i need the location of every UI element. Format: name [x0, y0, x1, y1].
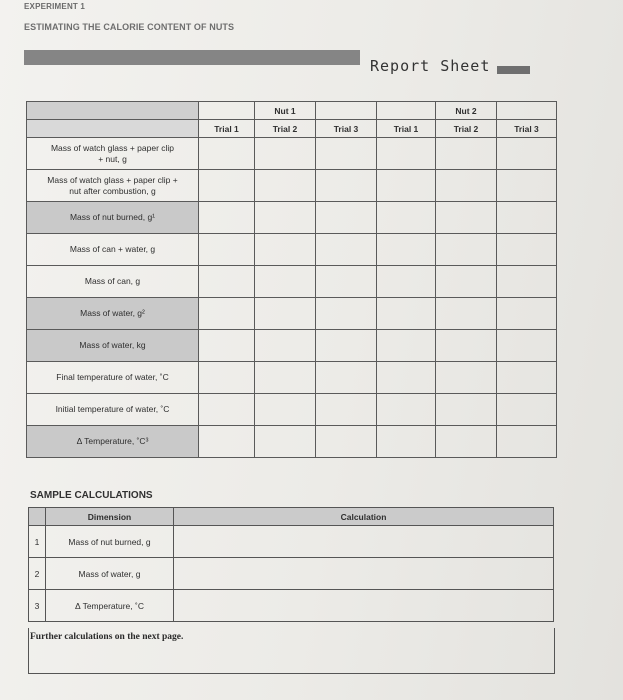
report-bar: [497, 66, 530, 74]
entry-cell[interactable]: [377, 202, 436, 234]
entry-cell[interactable]: [255, 202, 316, 234]
entry-cell[interactable]: [377, 394, 436, 426]
entry-cell[interactable]: [436, 330, 497, 362]
entry-cell[interactable]: [497, 138, 557, 170]
entry-cell[interactable]: [255, 138, 316, 170]
entry-cell[interactable]: [436, 202, 497, 234]
entry-cell[interactable]: [316, 394, 377, 426]
entry-cell[interactable]: [436, 266, 497, 298]
row-number: 3: [29, 590, 46, 622]
row-label: Initial temperature of water, ˚C: [27, 394, 199, 426]
entry-cell[interactable]: [436, 234, 497, 266]
entry-cell[interactable]: [255, 298, 316, 330]
trial-header: Trial 3: [497, 120, 557, 138]
entry-cell[interactable]: [436, 298, 497, 330]
entry-cell[interactable]: [316, 138, 377, 170]
row-label: Mass of nut burned, g¹: [27, 202, 199, 234]
number-head: [29, 508, 46, 526]
calculation-header: Calculation: [174, 508, 554, 526]
entry-cell[interactable]: [199, 266, 255, 298]
entry-cell[interactable]: [199, 426, 255, 458]
entry-cell[interactable]: [199, 298, 255, 330]
trial-header: Trial 2: [436, 120, 497, 138]
entry-cell[interactable]: [255, 234, 316, 266]
entry-cell[interactable]: [436, 394, 497, 426]
entry-cell[interactable]: [497, 170, 557, 202]
entry-cell[interactable]: [199, 170, 255, 202]
entry-cell[interactable]: [497, 362, 557, 394]
row-label: Mass of water, g²: [27, 298, 199, 330]
entry-cell[interactable]: [377, 298, 436, 330]
header-corner: [27, 120, 199, 138]
entry-cell[interactable]: [497, 266, 557, 298]
dimension-label: Mass of nut burned, g: [46, 526, 174, 558]
entry-cell[interactable]: [377, 170, 436, 202]
row-label: Mass of can + water, g: [27, 234, 199, 266]
entry-cell[interactable]: [377, 330, 436, 362]
row-label: Mass of water, kg: [27, 330, 199, 362]
entry-cell[interactable]: [497, 394, 557, 426]
entry-cell[interactable]: [436, 138, 497, 170]
report-sheet-title: Report Sheet: [370, 57, 491, 75]
entry-cell[interactable]: [255, 426, 316, 458]
row-label: Final temperature of water, ˚C: [27, 362, 199, 394]
entry-cell[interactable]: [377, 266, 436, 298]
calculation-cell[interactable]: [174, 526, 554, 558]
entry-cell[interactable]: [316, 362, 377, 394]
entry-cell[interactable]: [255, 266, 316, 298]
entry-cell[interactable]: [316, 266, 377, 298]
row-number: 2: [29, 558, 46, 590]
entry-cell[interactable]: [497, 330, 557, 362]
entry-cell[interactable]: [377, 362, 436, 394]
entry-cell[interactable]: [199, 202, 255, 234]
header-corner: [27, 102, 199, 120]
entry-cell[interactable]: [316, 202, 377, 234]
entry-cell[interactable]: [255, 394, 316, 426]
entry-cell[interactable]: [199, 362, 255, 394]
sample-calculations-title: SAMPLE CALCULATIONS: [30, 490, 153, 501]
trial-header: Trial 2: [255, 120, 316, 138]
calculation-cell[interactable]: [174, 590, 554, 622]
dimension-label: Δ Temperature, ˚C: [46, 590, 174, 622]
entry-cell[interactable]: [436, 170, 497, 202]
entry-cell[interactable]: [199, 234, 255, 266]
entry-cell[interactable]: [199, 330, 255, 362]
sample-calculations-table: [28, 507, 554, 622]
entry-cell[interactable]: [436, 426, 497, 458]
dimension-header: Dimension: [46, 508, 174, 526]
trial-header: Trial 3: [316, 120, 377, 138]
row-number: 1: [29, 526, 46, 558]
entry-cell[interactable]: [497, 426, 557, 458]
entry-cell[interactable]: [316, 298, 377, 330]
blank-head: [199, 102, 255, 120]
entry-cell[interactable]: [316, 330, 377, 362]
entry-cell[interactable]: [377, 234, 436, 266]
entry-cell[interactable]: [497, 202, 557, 234]
calculation-cell[interactable]: [174, 558, 554, 590]
trial-header: Trial 1: [377, 120, 436, 138]
further-calculations-note: Further calculations on the next page.: [30, 632, 184, 642]
blank-head: [316, 102, 377, 120]
entry-cell[interactable]: [199, 394, 255, 426]
entry-cell[interactable]: [377, 426, 436, 458]
entry-cell[interactable]: [497, 234, 557, 266]
entry-cell[interactable]: [497, 298, 557, 330]
entry-cell[interactable]: [316, 170, 377, 202]
row-label: Mass of can, g: [27, 266, 199, 298]
blank-head: [377, 102, 436, 120]
header-bar: [24, 50, 360, 65]
nut-1-header: Nut 1: [255, 102, 316, 120]
nut-2-header: Nut 2: [436, 102, 497, 120]
experiment-title: ESTIMATING THE CALORIE CONTENT OF NUTS: [24, 22, 235, 32]
trial-header: Trial 1: [199, 120, 255, 138]
dimension-label: Mass of water, g: [46, 558, 174, 590]
entry-cell[interactable]: [377, 138, 436, 170]
row-label: Δ Temperature, ˚C³: [27, 426, 199, 458]
entry-cell[interactable]: [316, 426, 377, 458]
entry-cell[interactable]: [255, 362, 316, 394]
entry-cell[interactable]: [255, 170, 316, 202]
row-label: Mass of watch glass + paper clip + nut after combustion, g: [27, 170, 199, 202]
blank-head: [497, 102, 557, 120]
experiment-label: EXPERIMENT 1: [24, 2, 86, 11]
entry-cell[interactable]: [436, 362, 497, 394]
entry-cell[interactable]: [199, 138, 255, 170]
entry-cell[interactable]: [316, 234, 377, 266]
row-label: Mass of watch glass + paper clip + nut, g: [27, 138, 199, 170]
entry-cell[interactable]: [255, 330, 316, 362]
measurement-table: [26, 101, 557, 458]
